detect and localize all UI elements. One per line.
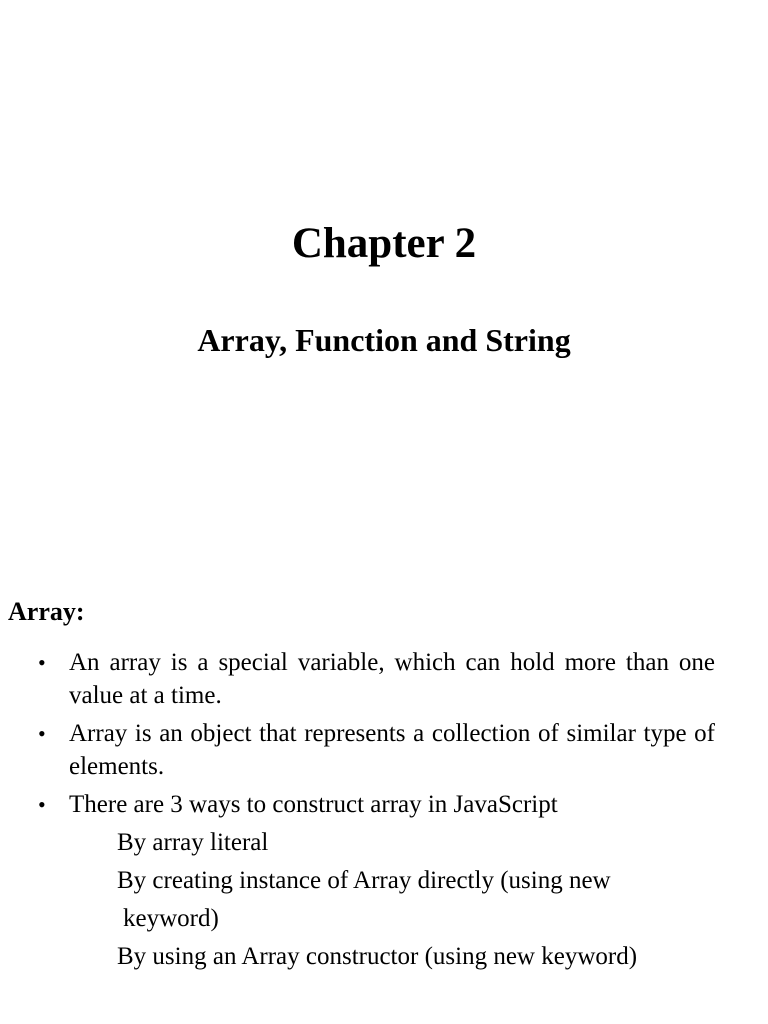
section-heading: Array: <box>8 597 85 626</box>
chapter-title: Chapter 2 <box>291 220 477 267</box>
way-item <box>69 938 715 976</box>
list-item <box>0 646 715 712</box>
way-item <box>69 862 715 938</box>
way-text: By creating instance of Array directly (using new <box>117 867 611 894</box>
way-text-continued: keyword) <box>123 905 219 932</box>
list-item <box>0 788 715 976</box>
bullet-text: There are 3 ways to construct array in JavaScript <box>69 791 558 818</box>
bullet-icon: • <box>38 650 46 675</box>
way-item <box>69 824 715 862</box>
chapter-subtitle: Array, Function and String <box>197 322 571 358</box>
bullet-list <box>0 646 768 981</box>
bullet-text: Array is an object that represents a collection of similar type of elements. <box>69 720 715 780</box>
way-text: By using an Array constructor (using new keyword) <box>117 943 638 970</box>
way-text: By array literal <box>117 829 269 856</box>
bullet-icon: • <box>38 721 46 746</box>
bullet-icon: • <box>38 792 46 817</box>
ways-list <box>69 824 715 976</box>
bullet-text: An array is a special variable, which can hold more than one value at a time. <box>69 649 715 709</box>
list-item <box>0 717 715 783</box>
